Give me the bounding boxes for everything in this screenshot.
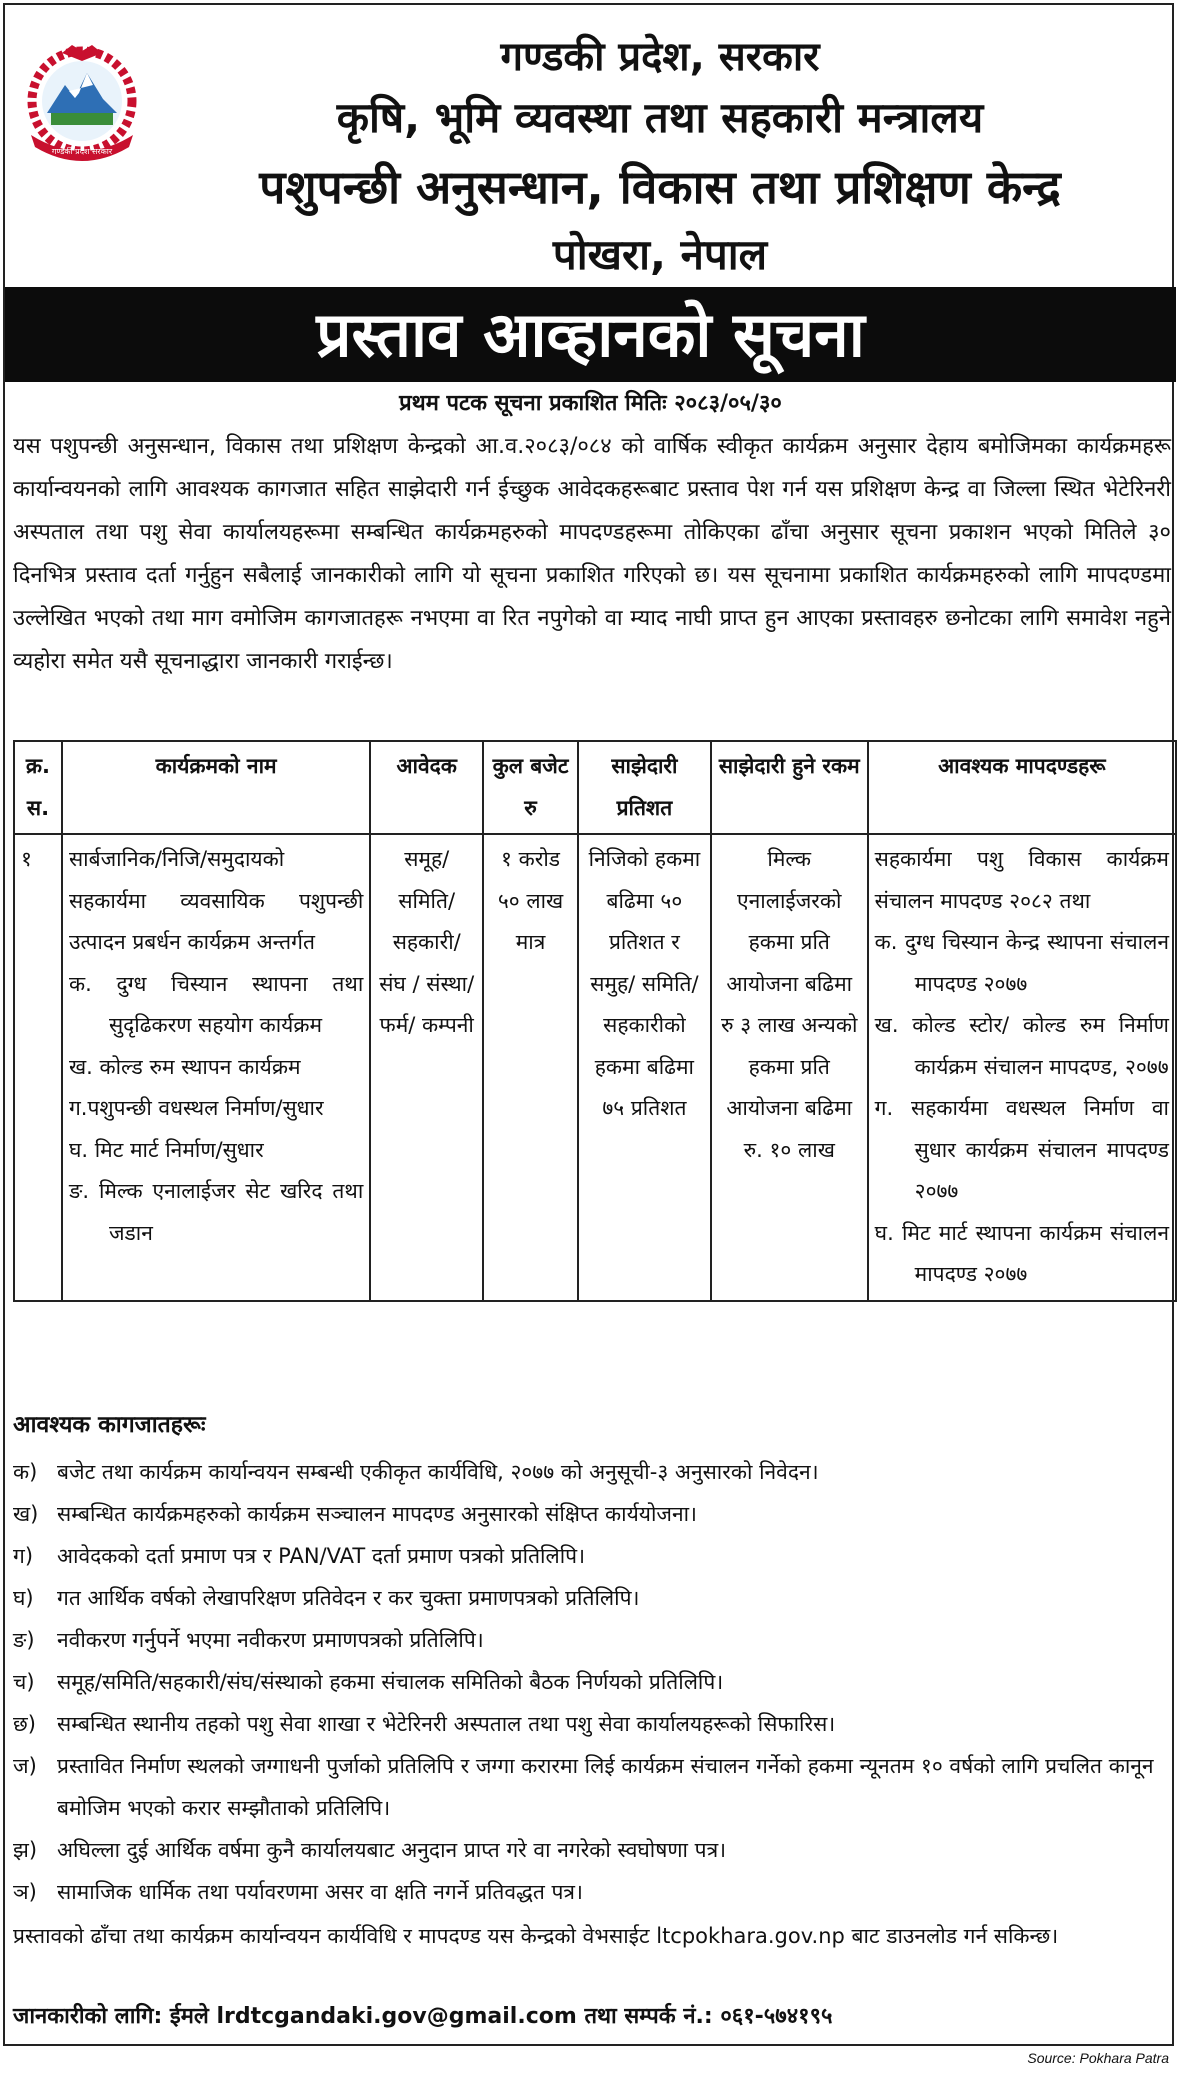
list-text: गत आर्थिक वर्षको लेखापरिक्षण प्रतिवेदन र कर चुक्ता प्रमाणपत्रको प्रतिलिपि। [57,1586,640,1610]
list-item [13,1703,1173,1745]
table-row [14,834,1176,1301]
documents-list [13,1451,1173,1913]
list-item [13,1661,1173,1703]
list-marker: ञ) [13,1880,37,1904]
download-note: प्रस्तावको ढाँचा तथा कार्यक्रम कार्यान्वयन कार्यविधि र मापदण्ड यस केन्द्रको वेभसाईट ltcpokhara.gov.np बाट डाउनलोड गर्न सकिन्छ। [13,1924,1059,1948]
list-marker: ग) [13,1544,34,1568]
list-item [13,1535,1173,1577]
share-percent-cell: निजिको हकमा बढिमा ५० प्रतिशत र समुह/ समिति/ सहकारीको हकमा बढिमा ७५ प्रतिशत [578,834,711,1301]
list-marker: ख) [13,1502,39,1526]
column-header: साझेदारी प्रतिशत [578,741,711,834]
criteria-item: क. दुग्ध चिस्यान केन्द्र स्थापना संचालन मापदण्ड २०७७ [874,930,1169,996]
notice-header [5,5,1176,287]
programs-table [13,740,1177,1302]
criteria-cell [868,834,1176,1301]
program-item: क. दुग्ध चिस्यान स्थापना तथा सुदृढिकरण सहयोग कार्यक्रम [68,971,364,1037]
criteria-intro: सहकार्यमा पशु विकास कार्यक्रम संचालन मापदण्ड २०८२ तथा [874,847,1169,913]
nepal-emblem-icon [17,43,147,165]
program-item: ग.पशुपन्छी वधस्थल निर्माण/सुधार [68,1096,324,1120]
program-intro: सार्बजानिक/निजि/समुदायको सहकार्यमा व्यवसायिक पशुपन्छी उत्पादन प्रबर्धन कार्यक्रम अन्तर्गत [68,847,364,954]
list-item [13,1829,1173,1871]
column-header: आवश्यक मापदण्डहरू [868,741,1176,834]
program-item: घ. मिट मार्ट निर्माण/सुधार [68,1137,264,1162]
list-item [13,1451,1173,1493]
list-marker: घ) [13,1586,34,1610]
list-text: बजेट तथा कार्यक्रम कार्यान्वयन सम्बन्धी एकीकृत कार्यविधि, २०७७ को अनुसूची-३ अनुसारको निवेदन। [57,1460,819,1484]
list-marker: झ) [13,1838,38,1862]
list-text: सम्बन्धित स्थानीय तहको पशु सेवा शाखा र भेटेरिनरी अस्पताल तथा पशु सेवा कार्यालयहरूको सिफारिस। [57,1712,836,1736]
source-credit: Source: Pokhara Patra [1027,2050,1169,2066]
notice-frame [3,3,1174,2046]
list-marker: ज) [13,1754,37,1778]
list-marker: छ) [13,1712,36,1736]
notice-title-banner: प्रस्ताव आव्हानको सूचना [5,287,1176,382]
list-item [13,1871,1173,1913]
list-item [13,1745,1173,1829]
list-item [13,1619,1173,1661]
table-header-row [14,741,1176,834]
program-item: ख. कोल्ड रुम स्थापन कार्यक्रम [68,1054,301,1079]
share-amount-cell: मिल्क एनालाईजरको हकमा प्रति आयोजना बढिमा रु ३ लाख अन्यको हकमा प्रति आयोजना बढिमा रु. १० लाख [711,834,868,1301]
list-text: नवीकरण गर्नुपर्ने भएमा नवीकरण प्रमाणपत्रको प्रतिलिपि। [57,1628,484,1652]
criteria-item: ख. कोल्ड स्टोर/ कोल्ड रुम निर्माण कार्यक्रम संचालन मापदण्ड, २०७७ [874,1013,1169,1079]
list-text: अघिल्ला दुई आर्थिक वर्षमा कुनै कार्यालयबाट अनुदान प्राप्त गरे वा नगरेको स्वघोषणा पत्र। [57,1838,727,1862]
list-item [13,1493,1173,1535]
emblem-caption: गण्डकी प्रदेश सरकार [51,147,113,156]
list-marker: च) [13,1670,35,1694]
list-marker: ङ) [13,1628,35,1652]
list-item [13,1577,1173,1619]
list-text: सामाजिक धार्मिक तथा पर्यावरणमा असर वा क्षति नगर्ने प्रतिवद्धत पत्र। [57,1880,583,1904]
column-header: कार्यक्रमको नाम [62,741,370,834]
header-line-1: गण्डकी प्रदेश, सरकार [500,34,820,80]
program-name-cell [62,834,370,1301]
criteria-item: घ. मिट मार्ट स्थापना कार्यक्रम संचालन मापदण्ड २०७७ [874,1220,1169,1286]
list-marker: क) [13,1460,38,1484]
header-line-4: पोखरा, नेपाल [552,230,768,279]
column-header: क्र. स. [14,741,62,834]
list-text: आवेदकको दर्ता प्रमाण पत्र र PAN/VAT दर्ता प्रमाण पत्रको प्रतिलिपि। [57,1544,586,1568]
column-header: साझेदारी हुने रकम [711,741,868,834]
column-header: आवेदक [370,741,483,834]
contact-info: जानकारीको लागि: ईमले lrdtcgandaki.gov@gmail.com तथा सम्पर्क नं.: ०६१-५७४१९५ [13,2004,833,2029]
applicant-cell: समूह/ समिति/ सहकारी/ संघ / संस्था/ फर्म/ कम्पनी [370,834,483,1301]
header-line-2: कृषि, भूमि व्यवस्था तथा सहकारी मन्त्रालय [336,93,984,142]
list-text: सम्बन्धित कार्यक्रमहरुको कार्यक्रम सञ्चालन मापदण्ड अनुसारको संक्षिप्त कार्ययोजना। [57,1502,698,1526]
serial-cell: १ [14,834,62,1301]
criteria-item: ग. सहकार्यमा वधस्थल निर्माण वा सुधार कार्यक्रम संचालन मापदण्ड २०७७ [874,1096,1169,1203]
documents-heading: आवश्यक कागजातहरूः [13,1412,206,1438]
header-line-3: पशुपन्छी अनुसन्धान, विकास तथा प्रशिक्षण केन्द्र [259,160,1061,214]
column-header: कुल बजेट रु [483,741,578,834]
budget-cell: १ करोड ५० लाख मात्र [483,834,578,1301]
intro-paragraph: यस पशुपन्छी अनुसन्धान, विकास तथा प्रशिक्षण केन्द्रको आ.व.२०८३/०८४ को वार्षिक स्वीकृत कार्यक्रम अनुसार देहाय बमोजिमका कार्यक्रमहरू कार्यान्वयनको लागि आवश्यक कागजात सहित साझेदारी गर्न ईच्छुक आवेदकहरूबाट प्रस्ताव पेश गर्न यस प्रशिक्षण केन्द्र वा जिल्ला स्थित भेटेरिनरी अस्पताल तथा पशु सेवा कार्यालयहरूमा सम्बन्धित कार्यक्रमहरुको मापदण्डहरूमा तोकिएका ढाँचा अनुसार सूचना प्रकाशन भएको मितिले ३० दिनभित्र प्रस्ताव दर्ता गर्नुहुन सबैलाई जानकारीको लागि यो सूचना प्रकाशित गरिएको छ। यस सूचनामा प्रकाशित कार्यक्रमहरुको लागि मापदण्डमा उल्लेखित भएको तथा माग वमोजिम कागजातहरू नभएमा वा रित नपुगेको वा म्याद नाघी प्राप्त हुन आएका प्रस्तावहरु छनोटका लागि समावेश नहुने व्यहोरा समेत यसै सूचनाद्धारा जानकारी गराईन्छ। [13,434,1171,674]
list-text: समूह/समिति/सहकारी/संघ/संस्थाको हकमा संचालक समितिको बैठक निर्णयको प्रतिलिपि। [57,1670,724,1694]
publication-date: प्रथम पटक सूचना प्रकाशित मितिः २०८३/०५/३० [399,391,782,416]
list-text: प्रस्तावित निर्माण स्थलको जग्गाधनी पुर्जाको प्रतिलिपि र जग्गा करारमा लिई कार्यक्रम संचालन गर्नेको हकमा न्यूनतम १० वर्षको लागि प्रचलित कानून बमोजिम भएको करार सम्झौताको प्रतिलिपि। [57,1754,1154,1820]
program-item: ङ. मिल्क एनालाईजर सेट खरिद तथा जडान [68,1179,364,1245]
